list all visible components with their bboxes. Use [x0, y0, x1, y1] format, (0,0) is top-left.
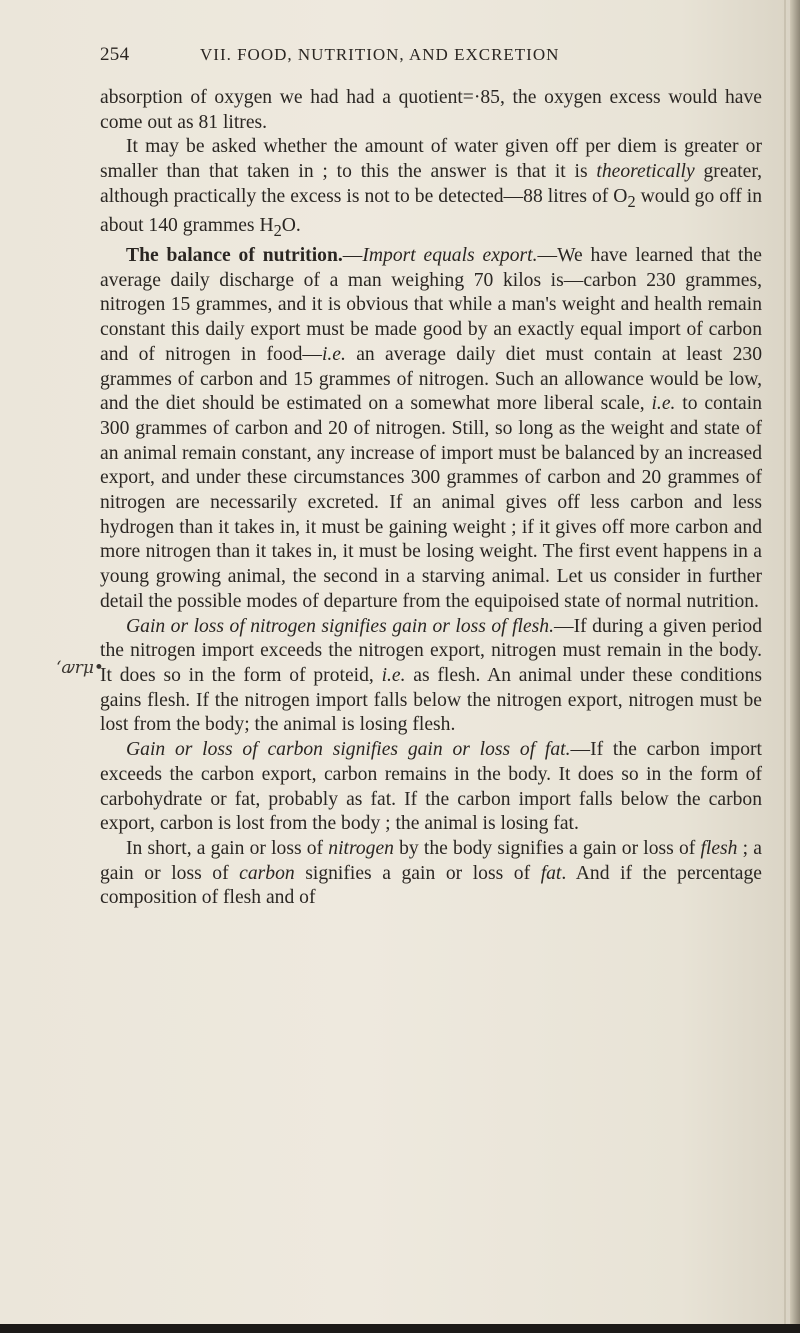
paragraph-1	[100, 86, 762, 135]
text-run: In short, a gain or loss of	[126, 837, 329, 859]
body-text	[100, 86, 762, 911]
page-gutter-line	[784, 0, 786, 1333]
text-run: as flesh. An animal under these conditions gains flesh. If the nitrogen import falls below the nitrogen export, nitrogen must be lost from the body; the animal is losing flesh.	[100, 664, 762, 736]
subscript: 2	[627, 191, 636, 211]
text-run: ; a gain or loss of	[100, 837, 762, 884]
emphasis: theoretically	[596, 161, 695, 183]
paragraph-3	[100, 244, 762, 615]
subheading: Gain or loss of nitrogen signifies gain or loss of flesh.	[126, 615, 554, 637]
emphasis: i.e.	[381, 664, 406, 686]
section-heading: The balance of nutrition.	[126, 245, 343, 267]
emphasis: i.e.	[321, 343, 346, 365]
page-edge-shadow	[790, 0, 800, 1333]
text-run: It may be asked whether the amount of water given off per diem is greater or smaller than that taken in ; to this the answer is that it is	[100, 136, 762, 183]
text-run: by the body signifies a gain or loss of	[393, 837, 701, 859]
text-run: —We have learned that the average daily discharge of a man weighing 70 kilos is—carbon 230 grammes, nitrogen 15 grammes, and it is obvious that while a man's weight and health remain constant this daily export must be made good by an exactly equal import of carbon and of nitrogen in food—	[100, 245, 762, 365]
subheading: Import equals export.	[362, 245, 538, 267]
text-run: O.	[281, 215, 301, 237]
running-title: VII. FOOD, NUTRITION, AND EXCRETION	[200, 45, 560, 64]
scan-bottom-border	[0, 1324, 800, 1333]
paragraph-5	[100, 738, 762, 837]
text-run: would go off in about 140 grammes H	[100, 185, 763, 237]
paragraph-4	[100, 615, 762, 739]
paragraph-2	[100, 135, 762, 244]
text-run: an average daily diet must contain at least 230 grammes of carbon and 15 grammes of nitrogen. Such an allowance would be low, and the diet should be estimated on a somewhat more liberal scale,	[100, 343, 762, 415]
text-run: —If the carbon import exceeds the carbon export, carbon remains in the body. It does so in the form of carbohydrate or fat, probably as fat. If the carbon import falls below the carbon export, carbon is lost from the body ; the animal is losing fat.	[100, 739, 762, 835]
emphasis: nitrogen	[328, 837, 394, 859]
emphasis: carbon	[239, 862, 295, 884]
subscript: 2	[273, 221, 282, 241]
text-run: . And if the percentage composition of flesh and of	[100, 862, 762, 909]
page-number: 254	[100, 44, 130, 65]
emphasis: i.e.	[651, 393, 676, 415]
handwritten-margin-note: ʻꜹrμ•	[56, 658, 104, 678]
text-run: to contain 300 grammes of carbon and 20 of nitrogen. Still, so long as the weight and state of an animal remain constant, any increase of import must be balanced by an increased export, and under these circumstances 300 grammes of carbon and 20 grammes of nitrogen are necessarily excreted. If an animal gives off less carbon and less hydrogen than it takes in, it must be gaining weight ; if it gives off more carbon and more nitrogen than it takes in, it must be losing weight. The first event happens in a young growing animal, the second in a starving animal. Let us consider in further detail the possible modes of departure from the equipoised state of normal nutrition.	[100, 393, 762, 612]
text-run: signifies a gain or loss of	[294, 862, 541, 884]
paragraph-6	[100, 837, 762, 911]
text-run: —	[342, 245, 363, 267]
emphasis: fat	[540, 862, 562, 884]
subheading: Gain or loss of carbon signifies gain or loss of fat.	[126, 739, 571, 761]
paragraph-1-text: absorption of oxygen we had had a quotient=·85, the oxygen excess would have come out as 81 litres.	[100, 87, 762, 133]
running-header	[100, 44, 760, 70]
text-run: greater, although practically the excess is not to be detected—88 litres of O	[100, 161, 762, 207]
emphasis: flesh	[700, 837, 738, 859]
text-run: —If during a given period the nitrogen import exceeds the nitrogen export, nitrogen must remain in the body. It does so in the form of proteid,	[100, 615, 762, 686]
